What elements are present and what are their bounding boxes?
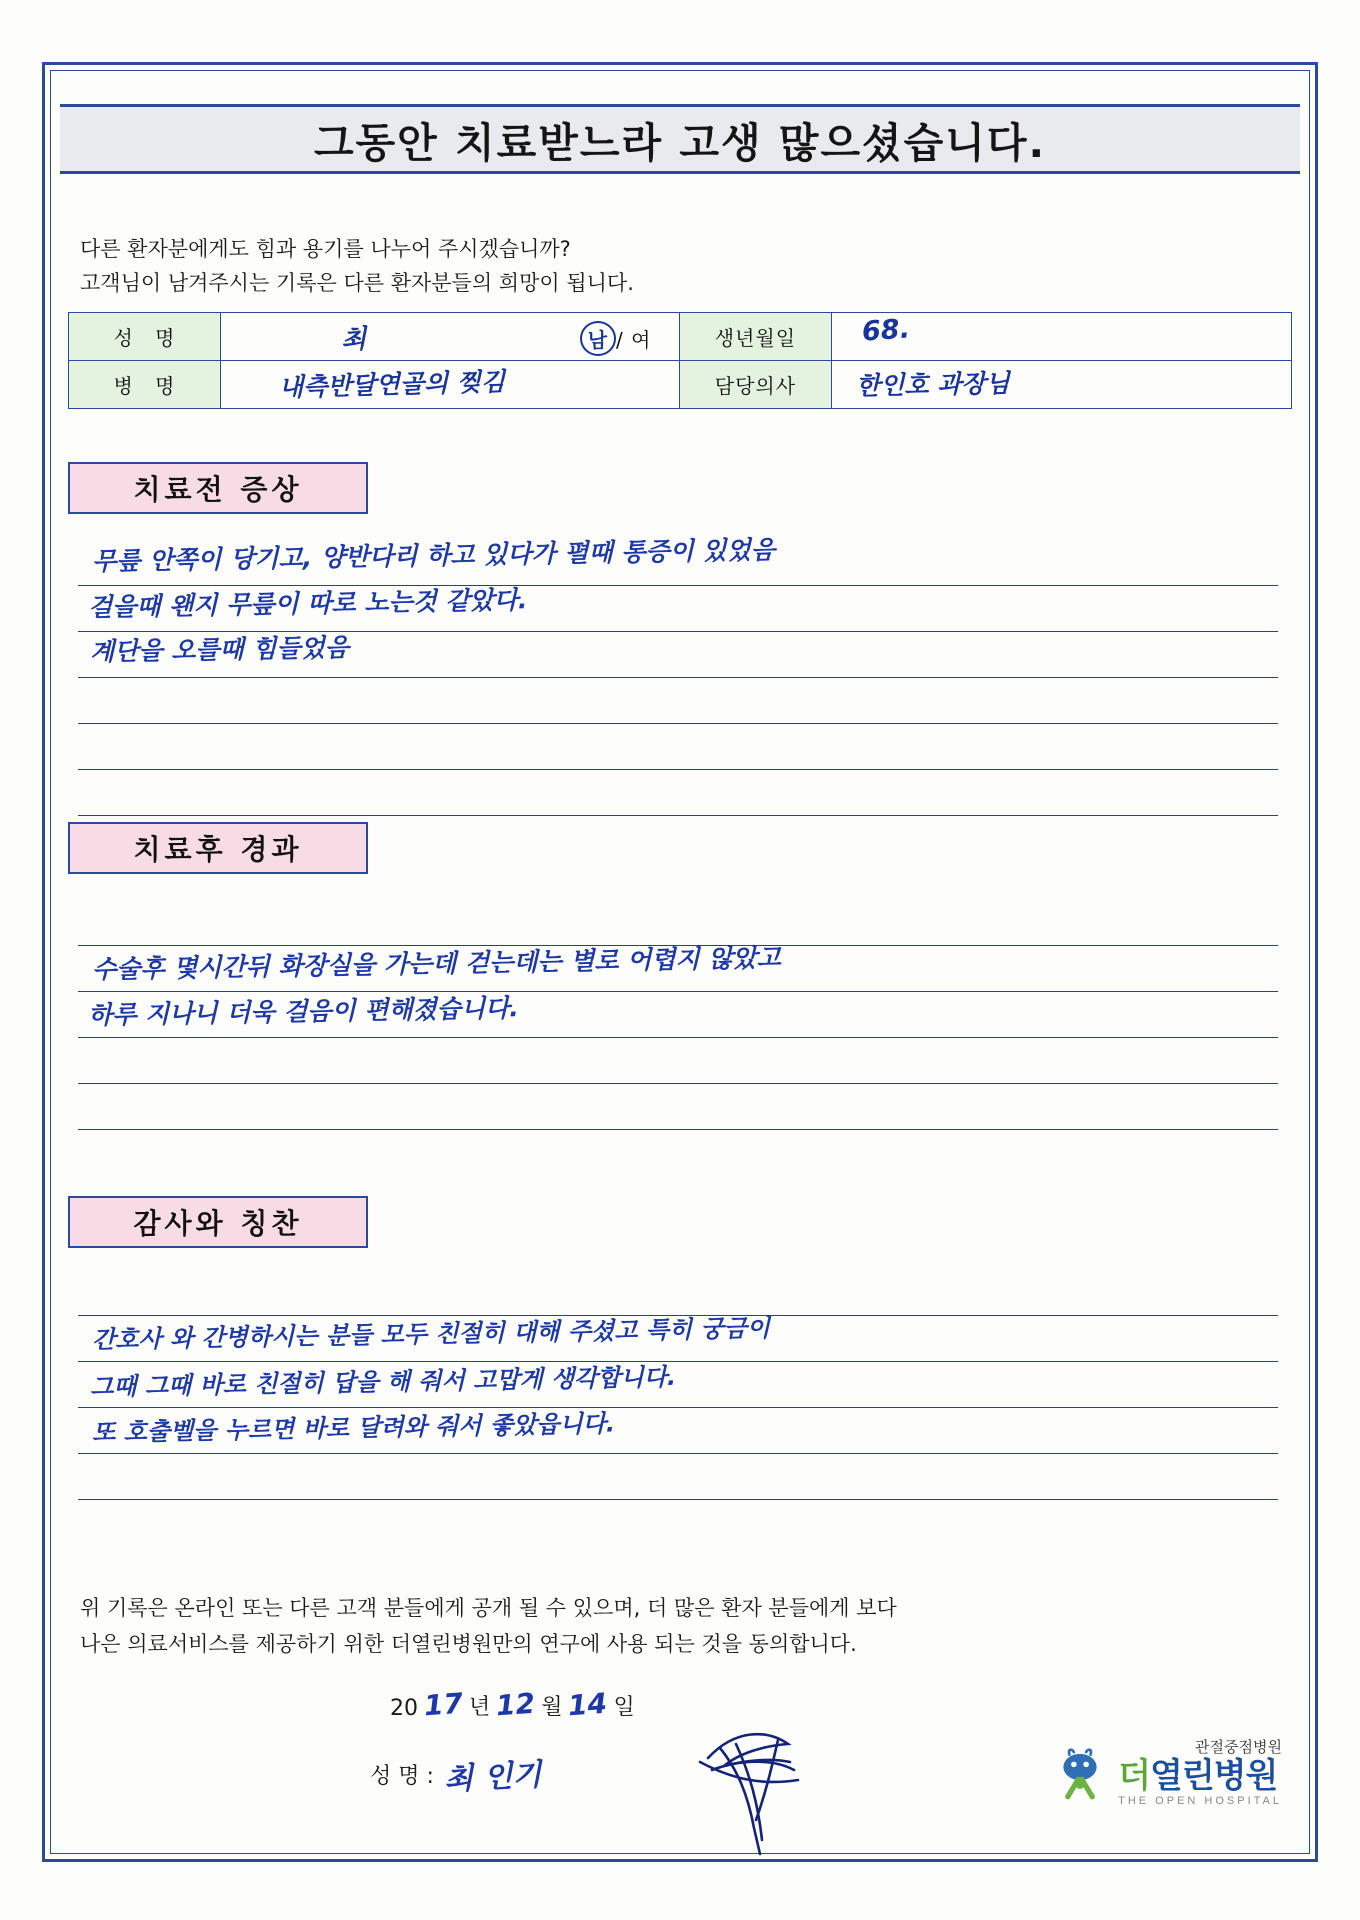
signature-scribble-icon xyxy=(690,1700,820,1860)
section-heading-thanks: 감사와 칭찬 xyxy=(68,1196,368,1248)
intro-line-2: 고객님이 남겨주시는 기록은 다른 환자분들의 희망이 됩니다. xyxy=(80,271,634,295)
intro-line-1: 다른 환자분에게도 힘과 용기를 나누어 주시겠습니까? xyxy=(80,237,571,261)
patient-info-table xyxy=(68,312,1292,409)
day-unit: 일 xyxy=(613,1695,635,1720)
birth-value-cell xyxy=(832,313,1292,361)
signature-row xyxy=(370,1752,541,1796)
name-value-cell xyxy=(220,313,680,361)
handwritten-text: 무릎 안쪽이 당기고, 양반다리 하고 있다가 펼때 통증이 있었음 xyxy=(91,535,776,576)
hospital-logo-mark-icon xyxy=(1052,1746,1108,1802)
ruled-line xyxy=(78,1316,1278,1362)
handwritten-text: 그때 그때 바로 친절히 답을 해 줘서 고맙게 생각합니다. xyxy=(89,1362,677,1402)
handwritten-text: 계단을 오를때 힘들었음 xyxy=(89,632,350,667)
consent-line-2: 나은 의료서비스를 제공하기 위한 더열린병원만의 연구에 사용 되는 것을 동의합니다. xyxy=(80,1632,857,1656)
table-row xyxy=(69,313,1292,361)
ruled-line xyxy=(78,942,1278,992)
ruled-line xyxy=(78,535,1278,586)
section-lines-after-treatment xyxy=(78,900,1278,1130)
ruled-line xyxy=(78,1038,1278,1084)
ruled-line xyxy=(78,678,1278,724)
section-heading-before-treatment: 치료전 증상 xyxy=(68,462,368,514)
day-handwriting: 14 xyxy=(567,1686,609,1723)
document-title: 그동안 치료받느라 고생 많으셨습니다. xyxy=(313,118,1047,167)
ruled-line xyxy=(78,632,1278,678)
doctor-label: 담당의사 xyxy=(680,361,832,409)
hospital-logo-name-blue: 열린병원 xyxy=(1149,1756,1278,1796)
gender-male-circled: 남 xyxy=(580,321,616,356)
hospital-logo-name xyxy=(1118,1756,1282,1796)
ruled-line xyxy=(78,992,1278,1038)
gender-separator: / xyxy=(616,328,624,352)
birth-label: 생년월일 xyxy=(680,313,832,361)
disease-value-cell xyxy=(220,361,680,409)
year-unit: 년 xyxy=(468,1695,491,1720)
name-handwriting: 최 xyxy=(340,324,367,356)
name-label: 성 명 xyxy=(69,313,221,361)
document-title-banner xyxy=(60,104,1300,174)
signature-name-handwriting: 최 인기 xyxy=(443,1757,543,1798)
date-row xyxy=(390,1688,635,1721)
birth-handwriting: 68. xyxy=(861,313,912,348)
hospital-logo-text xyxy=(1118,1740,1282,1807)
section-lines-thanks xyxy=(78,1270,1278,1500)
signature-name-label: 성 명 : xyxy=(370,1763,434,1789)
handwritten-text: 걸을때 왠지 무릎이 따로 노는것 같았다. xyxy=(87,585,528,622)
year-handwriting: 17 xyxy=(422,1686,465,1723)
ruled-line xyxy=(78,1362,1278,1408)
handwritten-text: 또 호출벨을 누르면 바로 달려와 줘서 좋았읍니다. xyxy=(91,1409,616,1447)
ruled-line xyxy=(78,1084,1278,1130)
ruled-line xyxy=(78,724,1278,770)
month-handwriting: 12 xyxy=(495,1686,537,1723)
doctor-value-cell xyxy=(832,361,1292,409)
table-row xyxy=(69,361,1292,409)
ruled-line xyxy=(78,1454,1278,1500)
handwritten-text: 수술후 몇시간뒤 화장실을 가는데 걷는데는 별로 어렵지 않았고 xyxy=(91,942,782,985)
handwritten-text: 하루 지나니 더욱 걸음이 편해졌습니다. xyxy=(87,993,519,1030)
hospital-logo-subtitle: 관절중점병원 xyxy=(1195,1738,1282,1756)
consent-line-1: 위 기록은 온라인 또는 다른 고객 분들에게 공개 될 수 있으며, 더 많은 환자 분들에게 보다 xyxy=(80,1596,897,1620)
hospital-logo xyxy=(1052,1740,1282,1807)
disease-handwriting: 내측반달연골의 찢김 xyxy=(278,367,506,402)
ruled-line xyxy=(78,586,1278,632)
ruled-line xyxy=(78,770,1278,816)
section-lines-before-treatment xyxy=(78,535,1278,816)
gender-selection xyxy=(580,321,652,356)
ruled-line xyxy=(78,1408,1278,1454)
handwritten-text: 간호사 와 간병하시는 분들 모두 친절히 대해 주셨고 특히 궁금이 xyxy=(91,1314,771,1354)
gender-female: 여 xyxy=(631,328,652,352)
section-heading-after-treatment: 치료후 경과 xyxy=(68,822,368,874)
disease-label: 병 명 xyxy=(69,361,221,409)
month-unit: 월 xyxy=(541,1695,563,1720)
hospital-logo-english: THE OPEN HOSPITAL xyxy=(1118,1795,1282,1807)
year-prefix: 20 xyxy=(390,1696,418,1721)
doctor-handwriting: 한인호 과장님 xyxy=(856,368,1011,401)
intro-text xyxy=(80,232,1230,300)
hospital-logo-name-green: 더 xyxy=(1118,1756,1150,1796)
consent-paragraph xyxy=(80,1590,1260,1662)
